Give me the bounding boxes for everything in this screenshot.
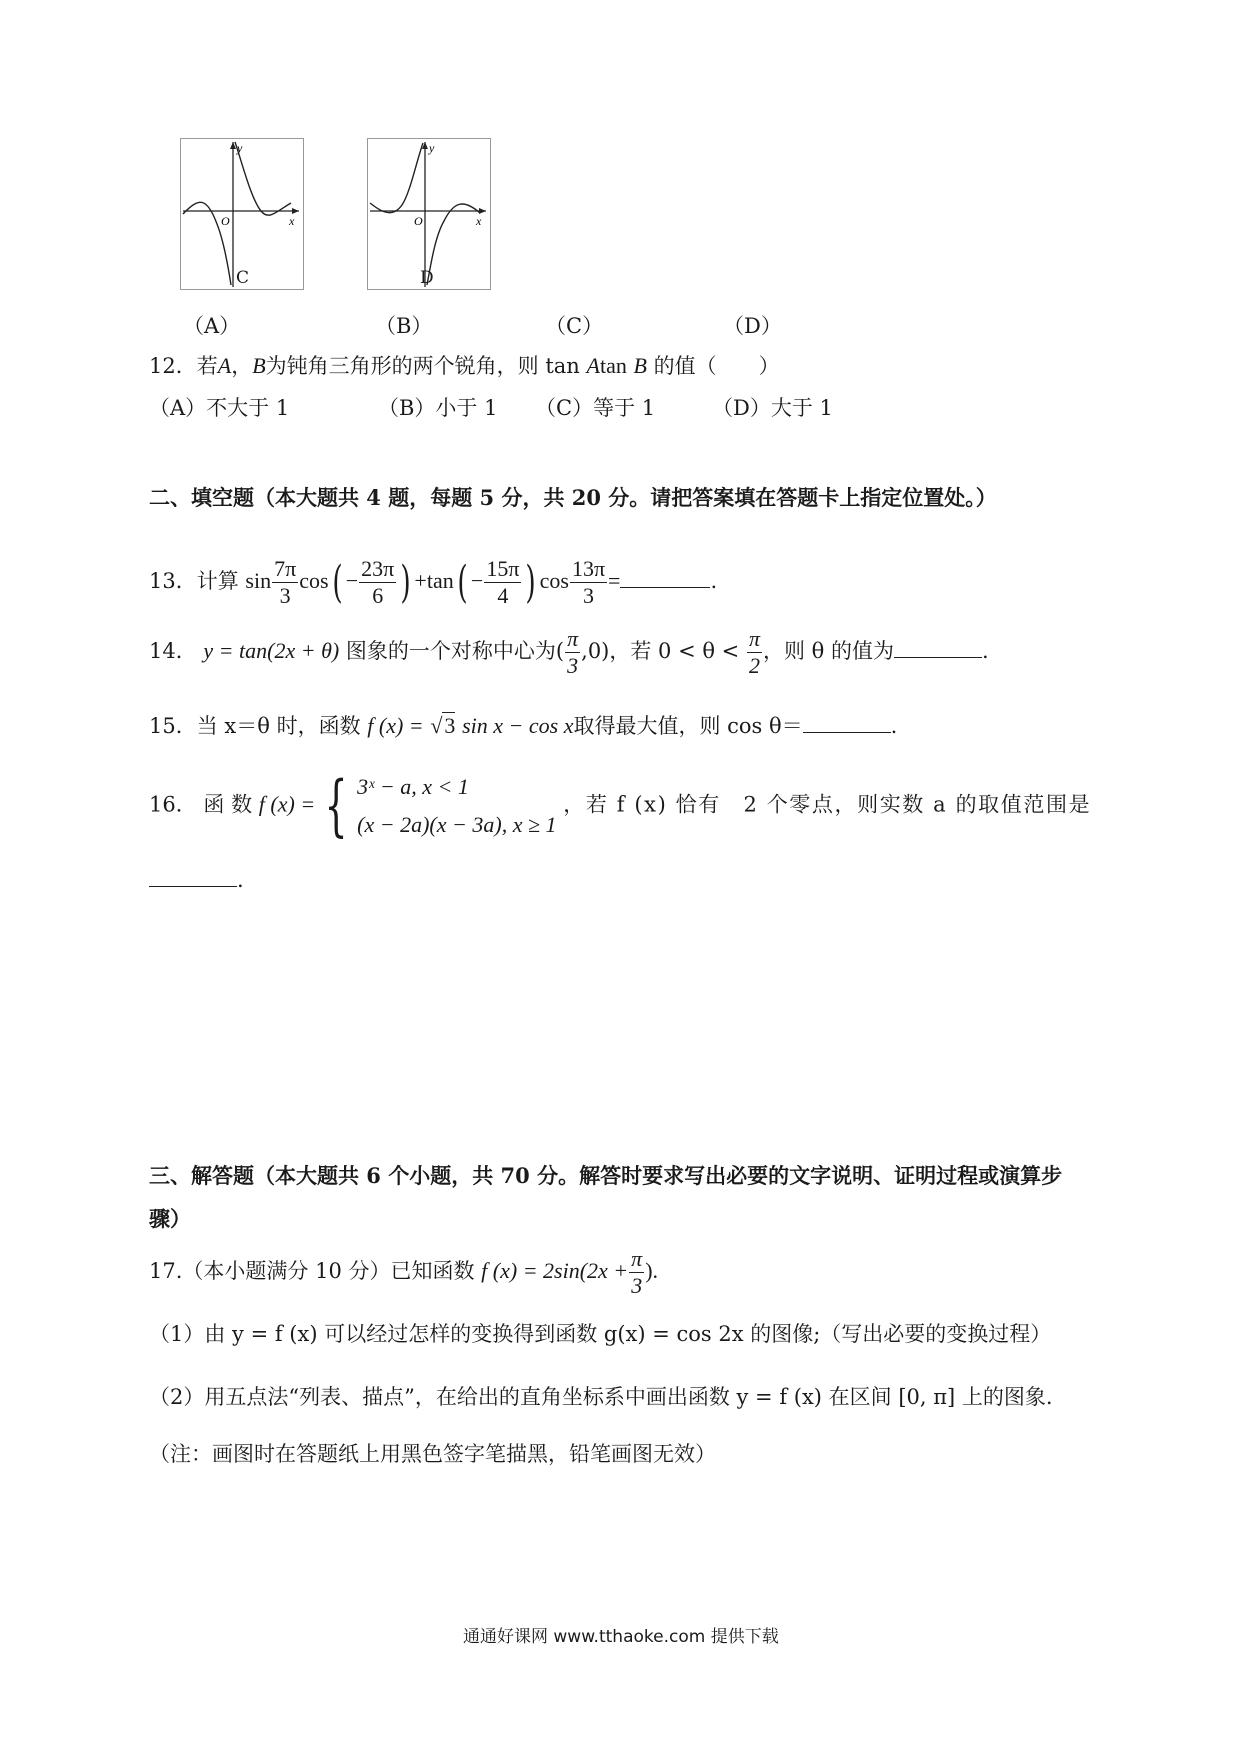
q11-option-c: （C） xyxy=(545,314,604,338)
q12-tan: tan xyxy=(599,353,627,378)
q12-expr-b: B xyxy=(633,353,647,378)
q12-number: 12． xyxy=(149,354,197,378)
q12-option-c: （C）等于 1 xyxy=(535,396,656,420)
q14-f-num: π xyxy=(567,626,579,651)
q17-note: （注：画图时在答题纸上用黑色签字笔描黑，铅笔画图无效） xyxy=(149,1442,716,1466)
q16-number: 16． xyxy=(149,792,197,817)
q13-frac-1 xyxy=(272,558,298,607)
q15-text-b: 取得最大值，则 cos θ＝ xyxy=(573,714,803,738)
graph-c-x-label: x xyxy=(289,214,295,228)
q15-text-a: 当 x＝θ 时，函数 xyxy=(196,714,361,738)
q17-f-den: 3 xyxy=(631,1273,643,1298)
q14-end: . xyxy=(982,639,989,663)
graph-c-plot xyxy=(181,139,303,289)
q16-case-1: 3ˣ − a, x < 1 xyxy=(357,774,469,799)
q12-option-a: （A）不大于 1 xyxy=(149,396,290,420)
q14-number: 14． xyxy=(149,639,197,663)
q16-case-2: (x − 2a)(x − 3a), x ≥ 1 xyxy=(357,812,557,837)
q14-text-b: ,0)，若 0 < θ < xyxy=(581,639,740,663)
q14-expr: y = tan(2x + θ) xyxy=(203,638,340,663)
q17-number: 17. xyxy=(149,1259,183,1283)
q14-answer-blank xyxy=(894,639,982,658)
q14-g-den: 2 xyxy=(748,653,760,678)
q14-frac-2 xyxy=(747,628,762,677)
q13-f2-den: 6 xyxy=(372,583,384,608)
graph-c-caption: C xyxy=(236,268,250,288)
q13-end: . xyxy=(710,569,718,593)
q17-text-a: （本小题满分 10 分）已知函数 xyxy=(182,1259,475,1283)
q13-frac-3 xyxy=(484,558,521,607)
q17-f-num: π xyxy=(631,1246,643,1271)
q12-text-a: 若 xyxy=(196,354,218,378)
q13-minus-2: − xyxy=(470,568,484,593)
q13-frac-4 xyxy=(570,558,607,607)
q13-plus: + xyxy=(414,568,427,593)
q12-var-a: A xyxy=(217,353,232,378)
graph-d-x-label: x xyxy=(476,214,482,228)
q17-frac xyxy=(629,1248,644,1297)
q12-sep: ， xyxy=(231,354,253,378)
q14-frac-1 xyxy=(565,628,580,677)
q15-expr-b: sin x − cos x xyxy=(462,713,574,738)
q16-end: . xyxy=(237,868,244,892)
q12-expr-a: A xyxy=(586,353,600,378)
q15-sqrt: √3 xyxy=(430,713,456,738)
question-16 xyxy=(149,768,1091,844)
section-2-heading: 二、填空题（本大题共 4 题，每题 5 分，共 20 分。请把答案填在答题卡上指定位置处。） xyxy=(149,485,997,510)
q11-option-b: （B） xyxy=(375,314,433,338)
question-15 xyxy=(149,710,897,740)
question-17 xyxy=(149,1248,658,1297)
q15-number: 15． xyxy=(149,714,197,738)
question-13 xyxy=(149,558,717,607)
q15-sqrt-value: 3 xyxy=(444,713,456,738)
q17-part-1: （1）由 y = f (x) 可以经过怎样的变换得到函数 g(x) = cos 2x 的图像;（写出必要的变换过程） xyxy=(149,1322,1052,1346)
graph-c-y-label: y xyxy=(237,141,243,155)
q16-brace: { xyxy=(324,767,348,844)
graph-d-origin-label: O xyxy=(414,214,423,228)
q14-text-c: ，则 θ 的值为 xyxy=(763,639,894,663)
graph-d-y-label: y xyxy=(429,141,435,155)
question-14 xyxy=(149,628,989,677)
q16-text-b: ，若 f (x) 恰有 2 个零点，则实数 a 的取值范围是 xyxy=(563,792,1092,817)
q13-rparen: ) xyxy=(400,556,411,608)
q13-text: 计算 xyxy=(196,569,239,593)
q11-option-a: （A） xyxy=(183,314,241,338)
q13-number: 13． xyxy=(149,569,197,593)
q12-option-d: （D）大于 1 xyxy=(712,396,833,420)
section-3-heading: 三、解答题（本大题共 6 个小题，共 70 分。解答时要求写出必要的文字说明、证明过程或演算步 xyxy=(149,1163,1063,1188)
q13-answer-blank xyxy=(620,569,710,588)
q14-f-den: 3 xyxy=(567,653,579,678)
q12-text-c: 的值（ ） xyxy=(653,354,780,378)
q14-text-a: 图象的一个对称中心为( xyxy=(345,639,565,663)
section-3-heading-cont: 骤） xyxy=(149,1206,191,1231)
q13-tan: tan xyxy=(426,568,454,593)
q13-eq: = xyxy=(608,568,621,593)
graph-d-caption: D xyxy=(420,268,434,288)
q17-part-2: （2）用五点法“列表、描点”，在给出的直角坐标系中画出函数 y = f (x) 在区间 [0, π] 上的图象. xyxy=(149,1385,1053,1409)
q15-end: . xyxy=(890,714,898,738)
q11-option-d: （D） xyxy=(723,314,782,338)
q16-answer-line xyxy=(149,868,244,892)
q13-cos-2: cos xyxy=(539,568,569,593)
q17-expr-end: ). xyxy=(645,1258,659,1283)
q16-answer-blank xyxy=(149,868,237,887)
q13-cos: cos xyxy=(299,568,329,593)
q13-minus: − xyxy=(345,568,359,593)
question-12 xyxy=(149,350,780,380)
q15-expr-a: f (x) = xyxy=(367,713,424,738)
q13-frac-2 xyxy=(359,558,396,607)
q13-sin: sin xyxy=(245,568,272,593)
q12-var-b: B xyxy=(252,353,266,378)
q13-f4-num: 13π xyxy=(571,556,606,581)
q16-cases xyxy=(357,768,556,844)
q16-text-a: 函 数 xyxy=(203,792,253,817)
graph-d-plot xyxy=(368,139,490,289)
q14-g-num: π xyxy=(748,626,760,651)
q13-f3-num: 15π xyxy=(486,556,520,581)
q13-f4-den: 3 xyxy=(582,583,594,608)
q13-f2-num: 23π xyxy=(361,556,395,581)
q13-f1-den: 3 xyxy=(279,583,291,608)
q12-text-b: 为钝角三角形的两个锐角，则 tan xyxy=(265,354,580,378)
q15-answer-blank xyxy=(803,714,891,733)
footer-source: 通通好课网 www.tthaoke.com 提供下载 xyxy=(463,1627,779,1647)
q17-expr: f (x) = 2sin(2x + xyxy=(481,1258,629,1283)
q13-rparen-2: ) xyxy=(525,556,537,608)
graph-c-origin-label: O xyxy=(221,214,230,228)
q13-lparen-2: ( xyxy=(457,556,468,608)
q13-f3-den: 4 xyxy=(497,583,509,608)
q16-fx: f (x) = xyxy=(258,791,316,817)
q13-lparen: ( xyxy=(331,556,343,608)
q12-option-b: （B）小于 1 xyxy=(378,396,498,420)
q13-f1-num: 7π xyxy=(274,556,297,581)
